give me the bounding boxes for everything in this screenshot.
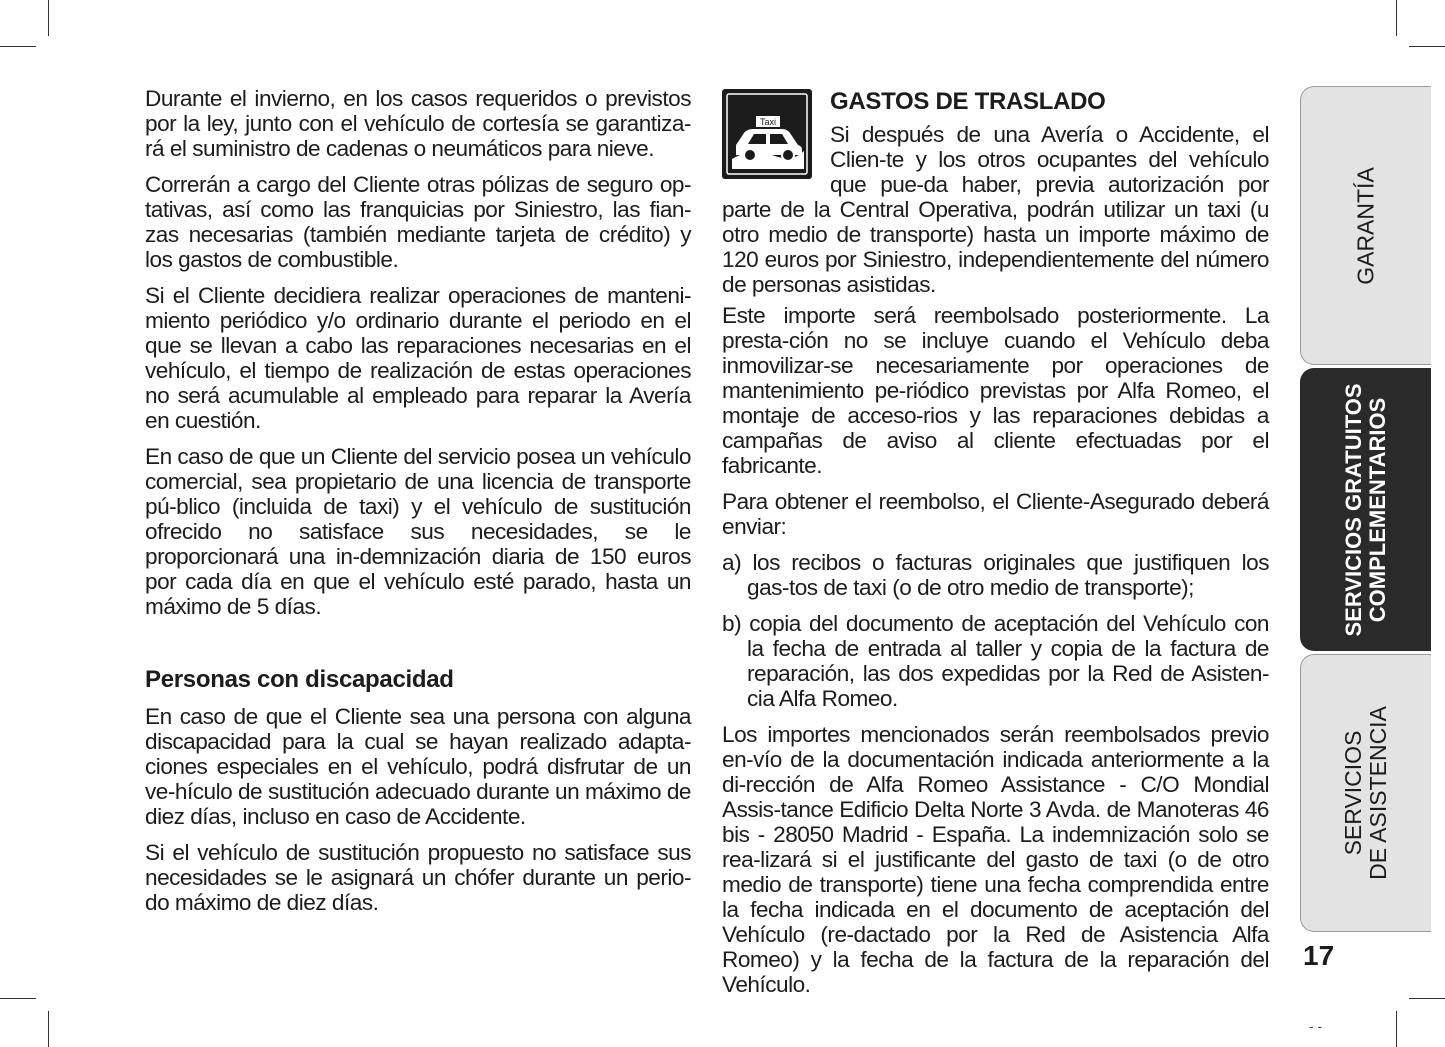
paragraph-reimbursement: Este importe será reembolsado posteriormente. La presta-ción no se incluye cuando el Vehículo deba inmovilizar-se necesariamente por operaciones de mantenimiento pe-riódico previstas por Alfa Romeo, el montaje de acceso-rios y las reparaciones debidas a campañas de aviso al cliente efectuadas por el fabricante.: [722, 303, 1269, 478]
tab-garantia-label: GARANTÍA: [1352, 166, 1379, 285]
crop-mark: [1396, 0, 1397, 36]
paragraph-taxi: Si después de una Avería o Accidente, el Clien-te y los otros ocupantes del vehículo que pue-da haber, previa autorización por parte de la Central Operativa, podrán utilizar un taxi (u otro medio de transporte) hasta un importe máximo de 120 euros por Siniestro, independientemente del número de personas asistidas.: [722, 122, 1269, 297]
taxi-icon: [722, 89, 812, 179]
paragraph-maintenance: Si el Cliente decidiera realizar operaciones de manteni-miento periódico y/o ordinario durante el periodo en el que se llevan a cabo las reparaciones necesarias en el vehículo, el tiempo de realización de estas operaciones no será acumulable al empleado para reparar la Avería en cuestión.: [145, 283, 691, 433]
list-item-receipts: a) los recibos o facturas originales que justifiquen los gas-tos de taxi (o de otro medio de transporte);: [722, 550, 1269, 600]
crop-mark: [0, 46, 36, 47]
crop-mark: [1396, 1011, 1397, 1047]
crop-mark: [1409, 46, 1445, 47]
paragraph-address: Los importes mencionados serán reembolsados previo en-vío de la documentación indicada anteriormente a la di-rección de Alfa Romeo Assistance - C/O Mondial Assis-tance Edificio Delta Norte 3 Avda. de Manoteras 46 bis - 28050 Madrid - España. La indemnización solo se rea-lizará si el justificante del gasto de taxi (o de otro medio de transporte) tiene una fecha comprendida entre la fecha indicada en el documento de aceptación del Vehículo (re-dactado por la Red de Asistencia Alfa Romeo) y la fecha de la factura de la reparación del Vehículo.: [722, 722, 1269, 997]
crop-mark: [1409, 998, 1445, 999]
crop-mark: [0, 998, 36, 999]
paragraph-client-costs: Correrán a cargo del Cliente otras pólizas de seguro op-tativas, así como las franquicias por Siniestro, las fian-zas necesarias (también mediante tarjeta de crédito) y los gastos de combustible.: [145, 172, 691, 272]
heading-transfer-costs: GASTOS DE TRASLADO: [830, 88, 1106, 115]
tab-garantia[interactable]: [1300, 86, 1431, 365]
page-number: 17: [1303, 940, 1335, 971]
left-column: [145, 86, 691, 915]
tab-servicios-gratuitos-label: SERVICIOS GRATUITOS COMPLEMENTARIOS: [1341, 382, 1390, 637]
paragraph-disability: En caso de que el Cliente sea una persona con alguna discapacidad para la cual se hayan realizado adapta-ciones especiales en el vehículo, podrá disfrutar de un ve-hículo de sustitución adecuado durante un máximo de diez días, incluso en caso de Accidente.: [145, 704, 691, 829]
list-item-acceptance-doc: b) copia del documento de aceptación del Vehículo con la fecha de entrada al taller y copia de la factura de reparación, las dos expedidas por la Red de Asisten-cia Alfa Romeo.: [722, 611, 1269, 711]
tab-servicios-asistencia-label: SERVICIOS DE ASISTENCIA: [1340, 706, 1391, 880]
paragraph-send-docs: Para obtener el reembolso, el Cliente-Asegurado deberá enviar:: [722, 489, 1269, 539]
right-column: [722, 86, 1269, 997]
taxi-sign-label: Taxi: [759, 117, 777, 127]
heading-disability: Personas con discapacidad: [145, 666, 454, 693]
tab-servicios-gratuitos[interactable]: [1300, 368, 1431, 651]
tab-servicios-asistencia[interactable]: [1300, 654, 1431, 932]
paragraph-driver: Si el vehículo de sustitución propuesto no satisface sus necesidades se le asignará un chófer durante un perio-do máximo de diez días.: [145, 840, 691, 915]
crop-mark: [48, 0, 49, 36]
paragraph-commercial-vehicle: En caso de que un Cliente del servicio posea un vehículo comercial, sea propietario de una licencia de transporte pú-blico (incluida de taxi) y el vehículo de sustitución ofrecido no satisface sus necesidades, se le proporcionará una in-demnización diaria de 150 euros por cada día en que el vehículo esté parado, hasta un máximo de 5 días.: [145, 444, 692, 619]
paragraph-winter-chains: Durante el invierno, en los casos requeridos o previstos por la ley, junto con el vehículo de cortesía se garantiza-rá el suministro de cadenas o neumáticos para nieve.: [145, 86, 691, 161]
crop-mark: [48, 1011, 49, 1047]
footer-mark: - -: [1309, 1018, 1323, 1034]
